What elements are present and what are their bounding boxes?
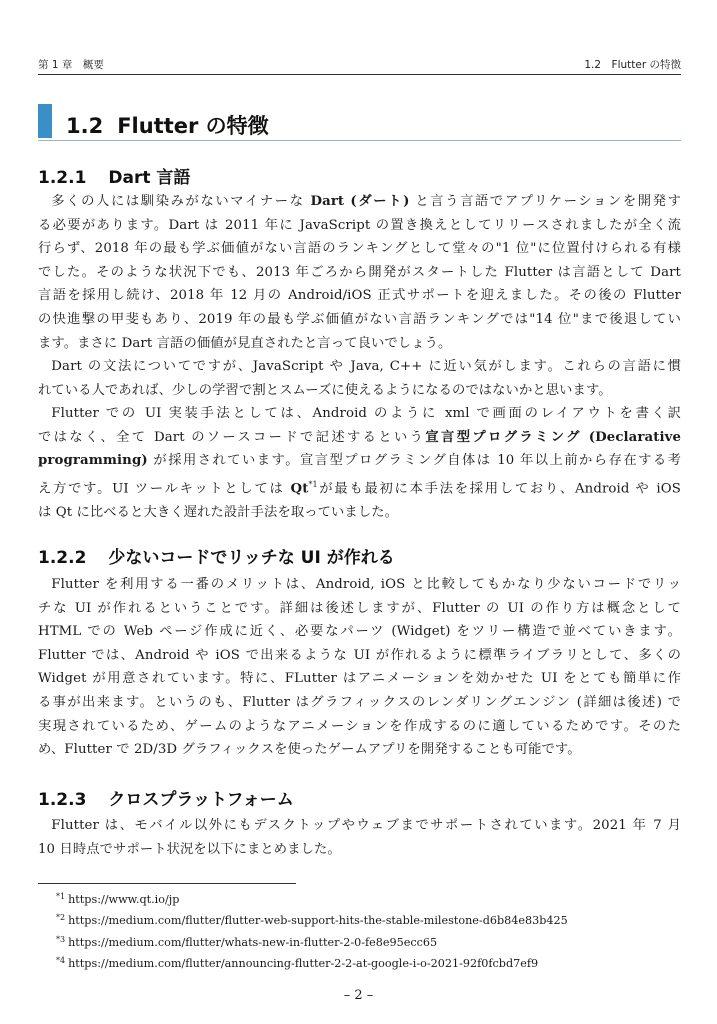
footnote xyxy=(56,952,676,973)
paragraph xyxy=(38,573,681,762)
running-head-chapter: 第 1 章 概要 xyxy=(38,59,104,71)
footnote-url[interactable]: https://medium.com/flutter/whats-new-in-flutter-2-0-fe8e95ecc65 xyxy=(68,935,438,949)
footnote-url[interactable]: https://medium.com/flutter/flutter-web-support-hits-the-stable-milestone-d6b84e83b425 xyxy=(68,914,568,928)
section-accent-bar xyxy=(38,104,52,138)
text-line: Flutter は、モバイル以外にもデスクトップやウェブまでサポートされています。2021 年 7 月 xyxy=(51,818,681,833)
section-heading xyxy=(38,104,681,141)
footnote xyxy=(56,909,676,930)
page-number: – 2 – xyxy=(343,988,374,1003)
text-line: Flutter では、Android や iOS で出来るような UI が作れるように標準ライブラリとして、多くの xyxy=(38,647,681,663)
subsection-title: クロスプラットフォーム xyxy=(108,790,294,810)
text-line: Dart の文法についてですが、JavaScript や Java, C++ に近い気がします。これらの言語に慣 xyxy=(51,359,681,374)
paragraph xyxy=(38,402,681,524)
text-line: Flutter を利用する一番のメリットは、Android, iOS と比較してもかなり少ないコードでリッ xyxy=(51,577,681,592)
paragraph xyxy=(38,190,681,355)
section-number: 1.2 xyxy=(66,114,104,138)
section-title xyxy=(66,110,269,140)
footnote-mark: *3 xyxy=(56,934,66,944)
text-line: チな UI が作れるということです。詳細は後述しますが、Flutter の UI の作り方は概念として xyxy=(38,600,681,616)
text-line: Flutter での UI 実装手法としては、Android のように xml で画面のレイアウトを書く訳 xyxy=(51,406,681,421)
footnote xyxy=(56,888,676,909)
text-line: れている人であれば、少しの学習で割とスムーズに使えるようになるのではないかと思います。 xyxy=(38,382,612,398)
footnotes xyxy=(56,888,676,974)
text-line: め、Flutter で 2D/3D グラフィックスを使ったゲームアプリを開発することも可能です。 xyxy=(38,742,581,758)
text-line: 行らず、2018 年の最も学ぶ価値がない言語のランキングとして堂々の"1 位"に位置付けられる有様 xyxy=(38,241,681,257)
text-line: 10 日時点でサポート状況を以下にまとめました。 xyxy=(38,841,341,857)
footnote-url[interactable]: https://www.qt.io/jp xyxy=(68,893,180,906)
text-line: は Qt に比べると大きく遅れた設計手法を取っていました。 xyxy=(38,504,399,520)
footnote-url[interactable]: https://medium.com/flutter/announcing-flutter-2-2-at-google-i-o-2021-92f0fcbd7ef9 xyxy=(68,957,539,971)
subsection-title: Dart 言語 xyxy=(108,168,191,188)
text-line: ではなく、全て Dart のソースコードで記述するという宣言型プログラミング (Declarative xyxy=(38,429,681,445)
text-line: の快進撃の甲斐もあり、2019 年の最も学ぶ価値がない言語ランキングでは"14 位"まで後退してい xyxy=(38,311,681,327)
footnote-mark: *2 xyxy=(56,913,66,923)
subsection-number: 1.2.2 xyxy=(38,548,87,568)
subsection-number: 1.2.1 xyxy=(38,168,87,188)
bold-term: Qt xyxy=(290,481,309,497)
footnote xyxy=(56,931,676,952)
text-line: 多くの人には馴染みがないマイナーな Dart (ダート) と言う言語でアプリケーションを開発す xyxy=(51,194,681,209)
subsection-heading-cross-platform xyxy=(38,785,294,810)
subsection-title: 少ないコードでリッチな UI が作れる xyxy=(108,548,395,568)
text-line: る事が出来ます。というのも、Flutter はグラフィックスのレンダリングエンジン (詳細は後述) で xyxy=(38,694,681,710)
text-line: ます。まさに Dart 言語の価値が見直されたと言って良いでしょう。 xyxy=(38,335,452,351)
text-line: え方です。UI ツールキットとしては Qt$^{*1}$が最も最初に本手法を採用しており、Android や iOS xyxy=(38,479,681,497)
paragraph xyxy=(38,814,681,861)
footnote-mark: *4 xyxy=(56,956,66,966)
text-line: る必要があります。Dart は 2011 年に JavaScript の置き換えとしてリリースされましたが全く流 xyxy=(38,217,681,233)
subsection-heading-dart xyxy=(38,163,190,188)
text-line: Widget が用意されています。特に、FLutter はアニメーションを効かせた UI をとても簡単に作 xyxy=(38,671,681,687)
footnote-mark: *1 xyxy=(56,892,66,901)
bold-term: Dart (ダート) xyxy=(310,194,410,209)
bold-term: 宣言型プログラミング (Declarative xyxy=(425,429,681,445)
footnote-ref[interactable]: *1 xyxy=(308,479,318,489)
text-line: 実現されているため、ゲームのようなアニメーションを作成するのに適しているためです。そのた xyxy=(38,718,681,734)
text-line: programming) が採用されています。宣言型プログラミング自体は 10 年以上前から存在する考 xyxy=(38,453,681,469)
text-line: HTML での Web ページ作成に近く、必要なパーツ (Widget) をツリー構造で並べていきます。 xyxy=(38,624,681,640)
running-head xyxy=(38,56,681,75)
subsection-heading-rich-ui xyxy=(38,543,395,568)
subsection-number: 1.2.3 xyxy=(38,790,87,810)
running-head-section: 1.2 Flutter の特徴 xyxy=(584,59,681,71)
bold-term: programming) xyxy=(38,453,148,469)
text-line: でした。そのような状況下でも、2013 年ごろから開発がスタートした Flutter は言語として Dart xyxy=(38,264,681,280)
section-title-text: Flutter の特徴 xyxy=(117,114,269,138)
text-line: 言語を採用し続け、2018 年 12 月の Android/iOS 正式サポートを迎えました。その後の Flutter xyxy=(38,288,681,304)
footnote-rule xyxy=(38,883,296,884)
paragraph xyxy=(38,355,681,402)
